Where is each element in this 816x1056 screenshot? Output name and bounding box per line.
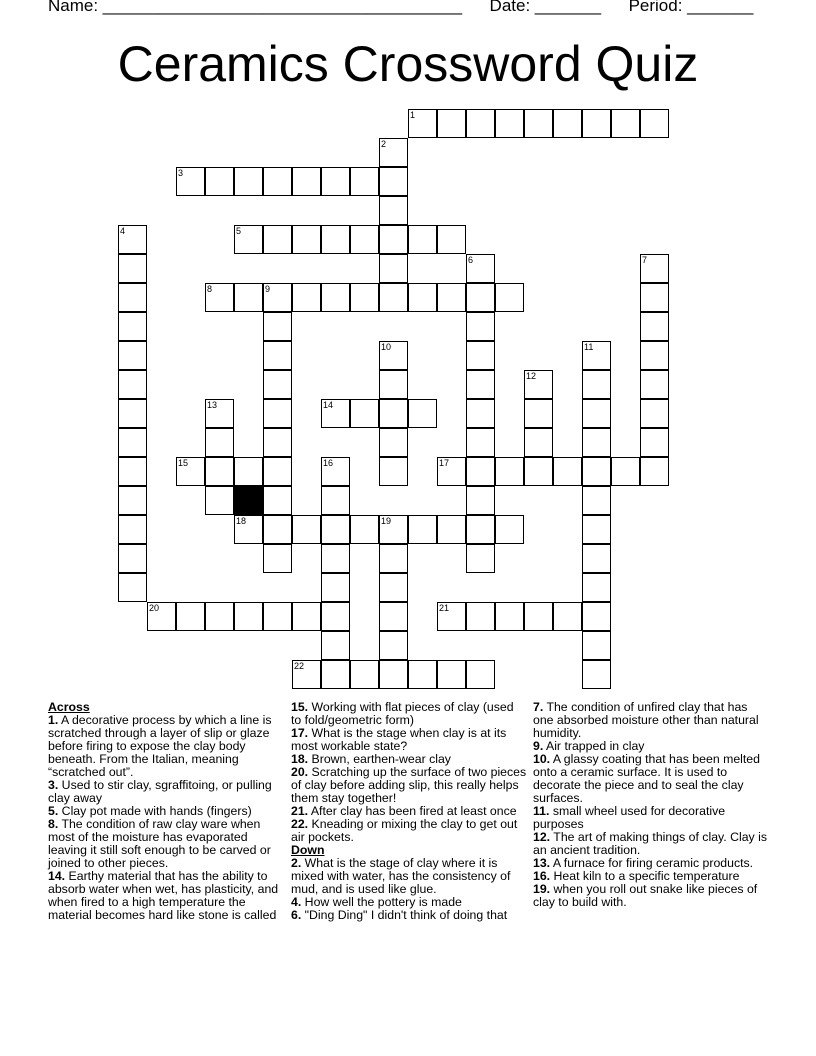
grid-cell[interactable] [466, 312, 495, 341]
grid-cell[interactable] [582, 109, 611, 138]
grid-cell[interactable] [553, 602, 582, 631]
grid-cell[interactable] [524, 602, 553, 631]
grid-cell[interactable] [205, 167, 234, 196]
page-title: Ceramics Crossword Quiz [117, 36, 699, 92]
grid-cell[interactable] [263, 602, 292, 631]
clue-number: 18. [291, 752, 309, 766]
clue-number-label: 22 [294, 661, 305, 671]
grid-cell[interactable] [234, 283, 263, 312]
grid-cell[interactable] [408, 225, 437, 254]
clue-number: 3. [48, 778, 59, 792]
grid-cell[interactable] [437, 225, 466, 254]
grid-cell[interactable] [379, 254, 408, 283]
clue-text: Kneading or mixing the clay to get out air pockets. [291, 817, 518, 844]
grid-cell[interactable] [582, 370, 611, 399]
clue-item [291, 857, 527, 896]
clue-item [533, 753, 769, 805]
clue-number: 15. [291, 700, 309, 714]
grid-cell[interactable] [466, 486, 495, 515]
grid-cell[interactable] [379, 631, 408, 660]
clue-number-label: 20 [149, 603, 160, 613]
grid-cell[interactable] [640, 109, 669, 138]
grid-cell[interactable] [205, 602, 234, 631]
grid-cell[interactable] [437, 283, 466, 312]
clue-number-label: 21 [439, 603, 450, 613]
grid-cell[interactable] [640, 283, 669, 312]
grid-cell[interactable] [263, 225, 292, 254]
grid-cell[interactable] [582, 573, 611, 602]
clue-number-label: 8 [207, 284, 213, 294]
grid-cell[interactable] [582, 544, 611, 573]
across-heading: Across [48, 700, 90, 714]
clue-number-label: 12 [526, 371, 537, 381]
grid-cell[interactable] [292, 167, 321, 196]
grid-cell[interactable] [582, 457, 611, 486]
grid-cell[interactable] [582, 399, 611, 428]
grid-cell[interactable] [640, 457, 669, 486]
grid-cell[interactable] [437, 515, 466, 544]
grid-cell[interactable] [321, 631, 350, 660]
grid-cell[interactable] [379, 370, 408, 399]
grid-cell[interactable] [466, 370, 495, 399]
clue-number: 5. [48, 804, 59, 818]
grid-cell[interactable] [350, 660, 379, 689]
grid-cell[interactable] [292, 225, 321, 254]
clue-text: Working with flat pieces of clay (used to fold/geometric form) [291, 700, 514, 727]
clue-number-label: 15 [178, 458, 189, 468]
grid-cell[interactable] [495, 602, 524, 631]
grid-cell[interactable] [176, 602, 205, 631]
clue-number-label: 7 [642, 255, 648, 265]
grid-cell[interactable] [640, 370, 669, 399]
grid-cell[interactable] [408, 515, 437, 544]
grid-cell[interactable] [118, 341, 147, 370]
grid-cell[interactable] [292, 515, 321, 544]
clue-text: Brown, earthen-wear clay [308, 752, 451, 766]
grid-cell[interactable] [640, 341, 669, 370]
clue-number-label: 3 [178, 168, 184, 178]
clues-column-1 [48, 701, 284, 922]
grid-cell[interactable] [263, 341, 292, 370]
clue-item [48, 714, 284, 779]
grid-cell[interactable] [466, 660, 495, 689]
grid-cell[interactable] [553, 457, 582, 486]
grid-cell[interactable] [263, 399, 292, 428]
clue-item [291, 909, 527, 922]
grid-cell[interactable] [321, 225, 350, 254]
grid-cell[interactable] [263, 544, 292, 573]
grid-cell[interactable] [611, 457, 640, 486]
clue-text: "Ding Ding" I didn't think of doing that [301, 908, 508, 922]
clue-text: Clay pot made with hands (fingers) [58, 804, 252, 818]
grid-cell[interactable] [582, 515, 611, 544]
grid-cell[interactable] [495, 109, 524, 138]
grid-cell[interactable] [524, 428, 553, 457]
grid-cell[interactable] [118, 399, 147, 428]
grid-cell[interactable] [524, 399, 553, 428]
grid-cell[interactable] [582, 602, 611, 631]
clue-text: A decorative process by which a line is scratched through a layer of slip or glaze before firing to expose the clay body beneath. From the Italian, meaning “scratched out”. [48, 713, 272, 779]
grid-cell[interactable] [263, 370, 292, 399]
clue-number-label: 5 [236, 226, 242, 236]
grid-cell[interactable] [524, 457, 553, 486]
down-heading: Down [291, 843, 325, 857]
clue-number: 11. [533, 804, 550, 818]
grid-cell[interactable] [263, 457, 292, 486]
clue-number-label: 19 [381, 516, 392, 526]
clue-number-label: 14 [323, 400, 334, 410]
clue-number: 13. [533, 856, 551, 870]
clue-number-label: 16 [323, 458, 334, 468]
grid-cell[interactable] [263, 486, 292, 515]
grid-cell[interactable] [292, 283, 321, 312]
clue-text: What is the stage of clay where it is mixed with water, has the consistency of mud, and is used like glue. [291, 856, 511, 896]
grid-cell[interactable] [118, 457, 147, 486]
grid-cell[interactable] [582, 660, 611, 689]
clue-text: What is the stage when clay is at its most workable state? [291, 726, 507, 753]
grid-cell[interactable] [408, 283, 437, 312]
clue-number-label: 4 [120, 226, 126, 236]
name-label: Name: ______________________________________ [48, 0, 463, 15]
grid-cell[interactable] [205, 486, 234, 515]
grid-cell[interactable] [118, 428, 147, 457]
grid-cell[interactable] [379, 602, 408, 631]
clue-number-label: 9 [265, 284, 271, 294]
grid-cell[interactable] [350, 283, 379, 312]
grid-cell[interactable] [350, 399, 379, 428]
grid-cell[interactable] [466, 428, 495, 457]
clue-number: 20. [291, 765, 309, 779]
grid-cell[interactable] [379, 225, 408, 254]
clue-number-label: 2 [381, 139, 387, 149]
grid-cell[interactable] [118, 254, 147, 283]
grid-cell[interactable] [466, 109, 495, 138]
clue-number-label: 13 [207, 400, 218, 410]
clue-number: 19. [533, 882, 551, 896]
clue-number: 7. [533, 700, 544, 714]
grid-cell[interactable] [640, 399, 669, 428]
grid-cell[interactable] [350, 167, 379, 196]
clue-text: How well the pottery is made [301, 895, 462, 909]
clue-text: The condition of raw clay ware when most of the moisture has evaporated leaving it still soft enough to be carved or joined to other pieces. [48, 817, 271, 870]
clue-number: 12. [533, 830, 551, 844]
clue-number: 4. [291, 895, 302, 909]
clue-item [291, 727, 527, 753]
grid-cell[interactable] [379, 399, 408, 428]
clue-text: Used to stir clay, sgraffitoing, or pulling clay away [48, 778, 272, 805]
grid-cell[interactable] [379, 573, 408, 602]
clue-text: The condition of unfired clay that has one absorbed moisture other than natural humidity. [533, 700, 759, 740]
grid-cell[interactable] [234, 457, 263, 486]
grid-cell[interactable] [263, 167, 292, 196]
grid-cell[interactable] [379, 283, 408, 312]
grid-cell[interactable] [292, 602, 321, 631]
grid-cell[interactable] [205, 428, 234, 457]
grid-cell[interactable] [263, 312, 292, 341]
grid-cell[interactable] [466, 399, 495, 428]
grid-cell[interactable] [379, 428, 408, 457]
grid-cell[interactable] [321, 544, 350, 573]
grid-cell[interactable] [640, 428, 669, 457]
clue-item [533, 701, 769, 740]
clue-item [48, 870, 284, 922]
clue-text: A glassy coating that has been melted onto a ceramic surface. It is used to decorate the piece and to seal the clay surfaces. [533, 752, 760, 805]
clue-text: Earthy material that has the ability to absorb water when wet, has plasticity, and when fired to a high temperature the material becomes hard like stone is called [48, 869, 279, 922]
grid-cell[interactable] [582, 631, 611, 660]
clue-number-label: 11 [584, 342, 594, 352]
grid-cell[interactable] [408, 660, 437, 689]
clue-number-label: 1 [410, 110, 416, 120]
grid-cell[interactable] [582, 428, 611, 457]
grid-cell[interactable] [379, 196, 408, 225]
clue-item [291, 818, 527, 844]
grid-cell[interactable] [466, 602, 495, 631]
grid-cell[interactable] [408, 399, 437, 428]
grid-cell[interactable] [640, 312, 669, 341]
clues-column-2 [291, 701, 527, 922]
clue-item [48, 779, 284, 805]
clue-number: 10. [533, 752, 551, 766]
grid-cell[interactable] [321, 515, 350, 544]
grid-cell[interactable] [582, 486, 611, 515]
grid-cell[interactable] [495, 515, 524, 544]
clue-item [533, 805, 769, 831]
grid-cell[interactable] [234, 167, 263, 196]
clue-number-label: 17 [439, 458, 450, 468]
black-square [234, 486, 263, 515]
clue-number: 21. [291, 804, 309, 818]
clue-text: Scratching up the surface of two pieces of clay before adding slip, this really helps them stay together! [291, 765, 527, 805]
grid-cell[interactable] [466, 515, 495, 544]
clue-number-label: 10 [381, 342, 392, 352]
grid-cell[interactable] [321, 167, 350, 196]
grid-cell[interactable] [379, 660, 408, 689]
clue-number: 22. [291, 817, 309, 831]
clue-number: 17. [291, 726, 309, 740]
grid-cell[interactable] [234, 602, 263, 631]
grid-cell[interactable] [611, 109, 640, 138]
grid-cell[interactable] [379, 544, 408, 573]
grid-cell[interactable] [495, 283, 524, 312]
clue-number-label: 6 [468, 255, 474, 265]
grid-cell[interactable] [118, 573, 147, 602]
grid-cell[interactable] [321, 573, 350, 602]
grid-cell[interactable] [379, 167, 408, 196]
grid-cell[interactable] [118, 544, 147, 573]
grid-cell[interactable] [379, 457, 408, 486]
clue-number: 2. [291, 856, 302, 870]
clue-text: After clay has been fired at least once [308, 804, 517, 818]
grid-cell[interactable] [524, 109, 553, 138]
grid-cell[interactable] [321, 283, 350, 312]
clue-number: 16. [533, 869, 551, 883]
grid-cell[interactable] [263, 515, 292, 544]
clue-number: 14. [48, 869, 66, 883]
grid-cell[interactable] [466, 341, 495, 370]
grid-cell[interactable] [350, 515, 379, 544]
clue-text: Heat kiln to a specific temperature [550, 869, 740, 883]
grid-cell[interactable] [263, 428, 292, 457]
clue-number: 9. [533, 739, 544, 753]
grid-cell[interactable] [466, 544, 495, 573]
grid-cell[interactable] [466, 283, 495, 312]
clue-text: Air trapped in clay [543, 739, 645, 753]
clue-number-label: 18 [236, 516, 247, 526]
clues-column-3 [533, 701, 769, 909]
clue-text: when you roll out snake like pieces of clay to build with. [533, 882, 758, 909]
grid-cell[interactable] [466, 457, 495, 486]
clue-number: 8. [48, 817, 59, 831]
grid-cell[interactable] [205, 457, 234, 486]
date-label: Date: _______ [489, 0, 602, 15]
grid-cell[interactable] [118, 370, 147, 399]
clue-item [533, 883, 769, 909]
grid-cell[interactable] [437, 660, 466, 689]
grid-cell[interactable] [321, 486, 350, 515]
grid-cell[interactable] [321, 660, 350, 689]
grid-cell[interactable] [553, 109, 582, 138]
grid-cell[interactable] [118, 515, 147, 544]
grid-cell[interactable] [350, 225, 379, 254]
clue-item [533, 831, 769, 857]
period-label: Period: _______ [628, 0, 754, 15]
grid-cell[interactable] [118, 486, 147, 515]
clue-number: 1. [48, 713, 59, 727]
grid-cell[interactable] [437, 109, 466, 138]
grid-cell[interactable] [118, 312, 147, 341]
clue-text: small wheel used for decorative purposes [533, 804, 726, 831]
clue-item [291, 701, 527, 727]
clue-number: 6. [291, 908, 302, 922]
clue-text: A furnace for firing ceramic products. [550, 856, 754, 870]
grid-cell[interactable] [495, 457, 524, 486]
clue-text: The art of making things of clay. Clay is an ancient tradition. [533, 830, 767, 857]
clue-item [291, 766, 527, 805]
grid-cell[interactable] [321, 602, 350, 631]
clue-item [48, 818, 284, 870]
grid-cell[interactable] [118, 283, 147, 312]
